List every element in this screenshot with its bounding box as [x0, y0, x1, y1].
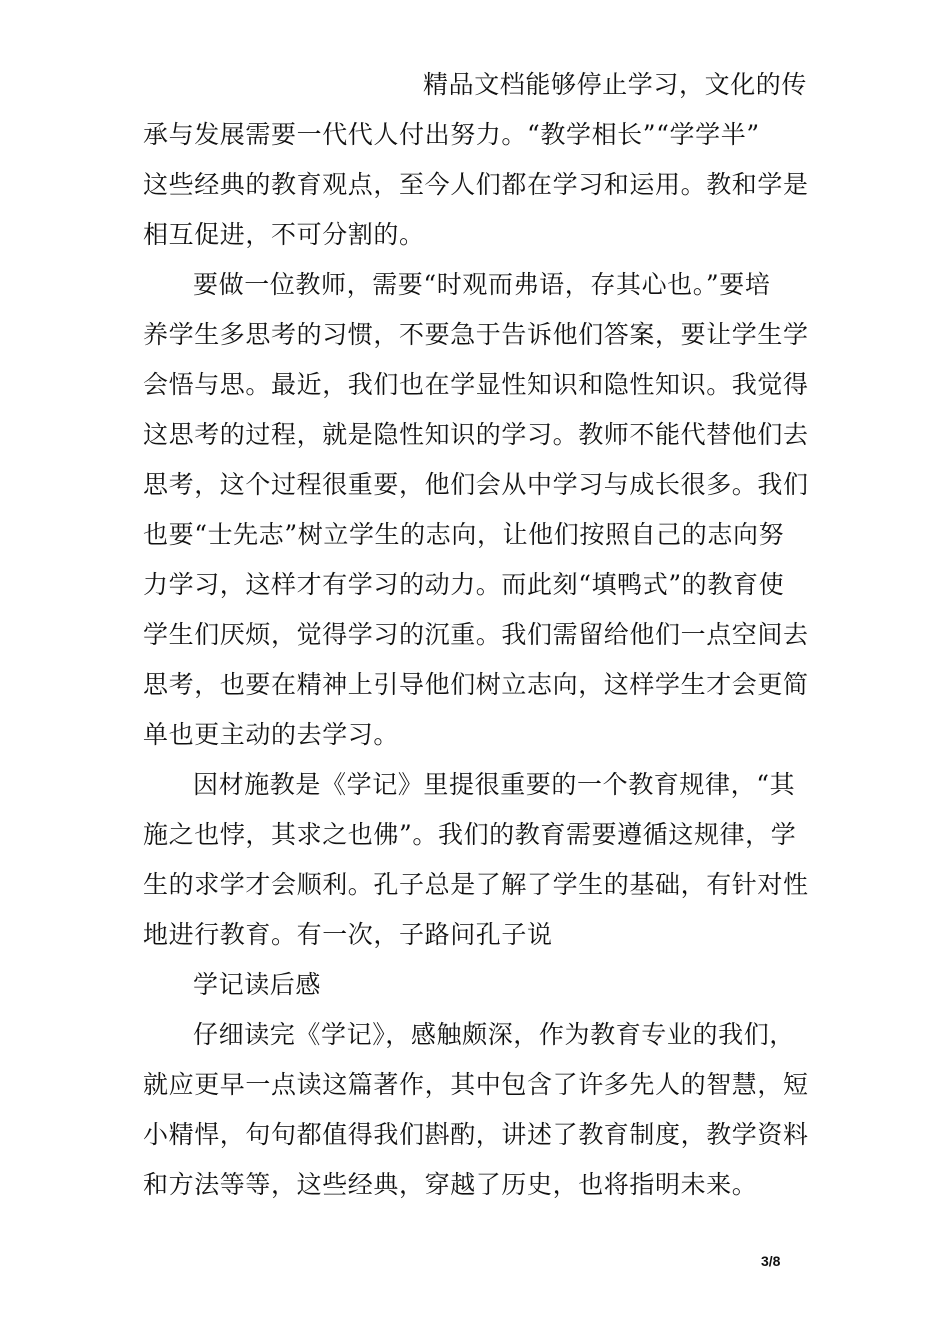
- text-line: 要做一位教师，需要“时观而弗语，存其心也。”要培: [193, 270, 771, 299]
- text-line: 生的求学才会顺利。孔子总是了解了学生的基础，有针对性: [143, 870, 809, 899]
- text-line: 地进行教育。有一次，子路问孔子说: [143, 920, 553, 949]
- text-line: 也要“士先志”树立学生的志向，让他们按照自己的志向努: [143, 520, 785, 549]
- page-number: 3/8: [761, 1253, 781, 1269]
- text-line: 小精悍，句句都值得我们斟酌，讲述了教育制度，教学资料: [143, 1120, 809, 1149]
- text-line: 学生们厌烦，觉得学习的沉重。我们需留给他们一点空间去: [143, 620, 809, 649]
- text-line: 因材施教是《学记》里提很重要的一个教育规律，“其: [193, 770, 796, 799]
- text-line: 和方法等等，这些经典，穿越了历史，也将指明未来。: [143, 1170, 758, 1199]
- text-line: 力学习，这样才有学习的动力。而此刻“填鸭式”的教育使: [143, 570, 785, 599]
- text-line: 养学生多思考的习惯，不要急于告诉他们答案，要让学生学: [143, 320, 809, 349]
- text-line: 相互促进，不可分割的。: [143, 220, 425, 249]
- text-line: 就应更早一点读这篇著作，其中包含了许多先人的智慧，短: [143, 1070, 809, 1099]
- text-line: 这思考的过程，就是隐性知识的学习。教师不能代替他们去: [143, 420, 809, 449]
- text-line: 这些经典的教育观点，至今人们都在学习和运用。教和学是: [143, 170, 809, 199]
- text-line: 思考，也要在精神上引导他们树立志向，这样学生才会更简: [143, 670, 809, 699]
- text-line: 思考，这个过程很重要，他们会从中学习与成长很多。我们: [143, 470, 809, 499]
- body-text: [143, 60, 808, 1210]
- text-line: 施之也悖，其求之也佛”。我们的教育需要遵循这规律，学: [143, 820, 797, 849]
- text-line: 会悟与思。最近，我们也在学显性知识和隐性知识。我觉得: [143, 370, 809, 399]
- text-line: 承与发展需要一代代人付出努力。“教学相长”“学学半”: [143, 120, 760, 149]
- section-title: 学记读后感: [193, 970, 322, 999]
- text-line: 仔细读完《学记》，感触颇深，作为教育专业的我们，: [193, 1020, 795, 1049]
- text-line: 单也更主动的去学习。: [143, 720, 400, 749]
- text-line: 精品文档能够停止学习，文化的传: [423, 70, 808, 99]
